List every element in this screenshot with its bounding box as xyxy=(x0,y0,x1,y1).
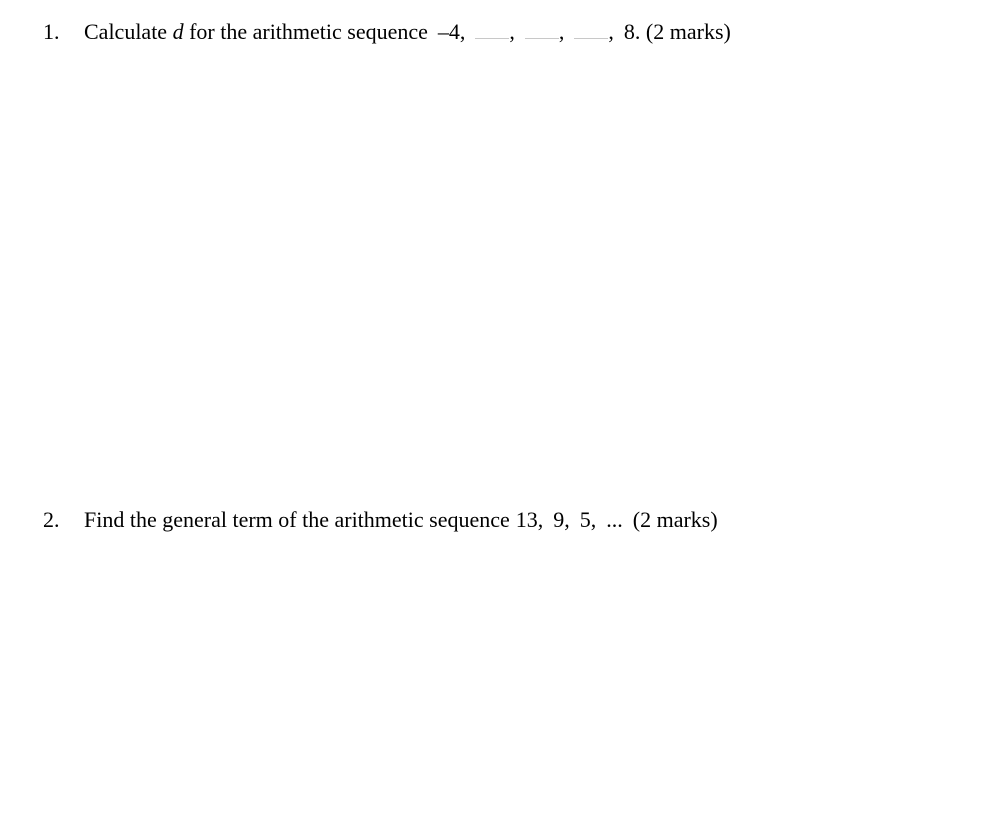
question-1 xyxy=(0,17,982,47)
question-text-part: Calculate xyxy=(84,19,173,44)
question-text-part: for the arithmetic sequence xyxy=(183,19,428,44)
question-text xyxy=(84,17,731,47)
variable-d: d xyxy=(172,19,184,44)
question-text xyxy=(84,505,718,535)
sequence-term: 5, xyxy=(579,507,597,532)
question-text-part: Find the general term of the arithmetic sequence xyxy=(84,507,510,532)
answer-blank xyxy=(475,20,509,39)
blank-separator: , xyxy=(608,19,614,44)
blank-separator: , xyxy=(509,19,515,44)
sequence-first-term: –4, xyxy=(437,19,466,44)
marks-label: . (2 marks) xyxy=(634,19,731,44)
answer-blank xyxy=(525,20,559,39)
sequence-ellipsis: ... xyxy=(606,507,623,532)
answer-blank xyxy=(574,20,608,39)
sequence-term: 13, xyxy=(515,507,544,532)
question-number: 1. xyxy=(43,19,60,44)
question-number: 2. xyxy=(43,507,60,532)
marks-label: (2 marks) xyxy=(632,507,718,532)
blank-separator: , xyxy=(558,19,565,44)
sequence-last-term: 8 xyxy=(623,19,635,44)
question-2 xyxy=(0,505,982,535)
sequence-term: 9, xyxy=(553,507,570,532)
